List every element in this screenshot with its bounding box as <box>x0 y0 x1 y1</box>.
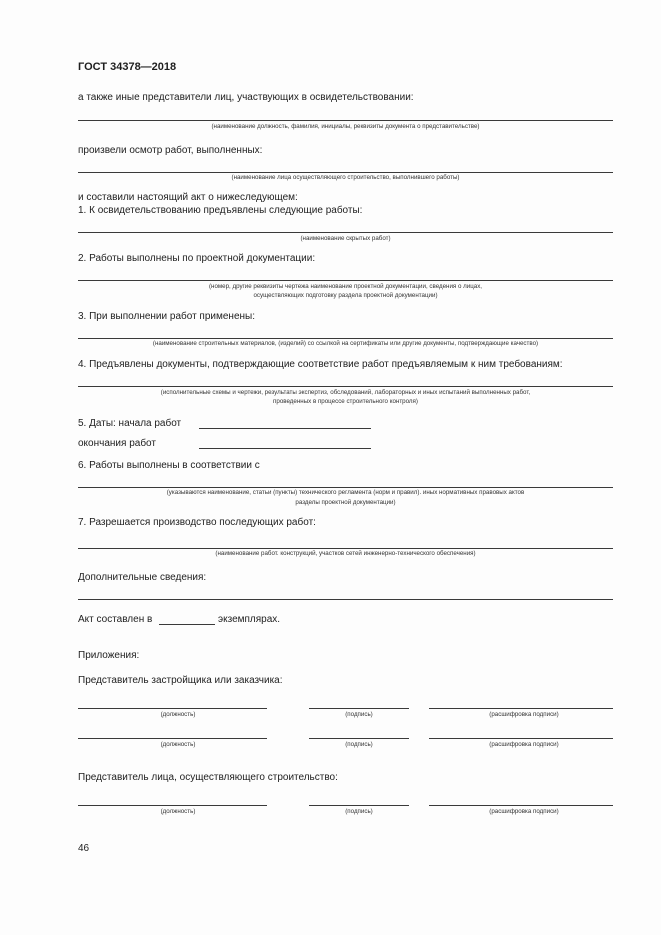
other-reps-caption: (наименование должность, фамилия, инициалы, реквизиты документа о представительстве) <box>211 123 480 130</box>
item2-line[interactable] <box>78 280 613 281</box>
item3-line[interactable] <box>78 338 613 339</box>
inspection-caption: (наименование лица осуществляющего строительство, выполнившего работы) <box>231 174 460 181</box>
item6-line[interactable] <box>78 487 613 488</box>
builder-decoding-line[interactable] <box>429 805 613 806</box>
item2-label: 2. Работы выполнены по проектной документации: <box>78 253 316 264</box>
page-number: 46 <box>78 843 90 854</box>
item3-label: 3. При выполнении работ применены: <box>78 311 256 322</box>
customer-signature-line-2[interactable] <box>309 738 409 739</box>
inspection-label: произвели осмотр работ, выполненных: <box>78 145 263 156</box>
item7-label: 7. Разрешается производство последующих работ: <box>78 517 316 528</box>
end-date-line[interactable] <box>199 448 371 449</box>
position-caption: (должность) <box>160 711 196 718</box>
customer-position-line-1[interactable] <box>78 708 267 709</box>
doc-code: ГОСТ 34378—2018 <box>78 61 177 73</box>
item1-caption: (наименование скрытых работ) <box>300 235 391 242</box>
signature-caption: (подпись) <box>345 741 373 748</box>
item4-label: 4. Предъявлены документы, подтверждающие соответствие работ предъявляемым к ним требованиям: <box>78 359 563 370</box>
item1-label: 1. К освидетельствованию предъявлены следующие работы: <box>78 205 363 216</box>
item4-line[interactable] <box>78 386 613 387</box>
item1-line[interactable] <box>78 232 613 233</box>
customer-decoding-line-1[interactable] <box>429 708 613 709</box>
other-reps-line[interactable] <box>78 120 613 121</box>
item7-line[interactable] <box>78 548 613 549</box>
item4-caption-2: проведенных в процессе строительного контроля) <box>273 398 418 405</box>
start-date-line[interactable] <box>199 428 371 429</box>
copies-prefix: Акт составлен в <box>78 614 153 625</box>
item6-caption-2: разделы проектной документации) <box>295 499 396 506</box>
other-reps-label: а также иные представители лиц, участвующих в освидетельствовании: <box>78 92 414 103</box>
customer-position-line-2[interactable] <box>78 738 267 739</box>
copies-count-line[interactable] <box>159 624 215 625</box>
item2-caption-2: осуществляющих подготовку раздела проектной документации) <box>253 292 438 299</box>
item5-start-label: 5. Даты: начала работ <box>78 418 182 429</box>
attachments-label: Приложения: <box>78 650 140 661</box>
item3-caption: (наименование строительных материалов, (изделий) со ссылкой на сертификаты или другие документы, подтверждающие качество) <box>152 340 539 347</box>
builder-signature-line[interactable] <box>309 805 409 806</box>
item6-caption-1: (указываются наименование, статьи (пункты) технического регламента (норм и правил). иных нормативных правовых актов <box>166 489 525 496</box>
item7-caption: (наименование работ. конструкций, участков сетей инженерно-технического обеспечения) <box>215 550 476 557</box>
customer-decoding-line-2[interactable] <box>429 738 613 739</box>
decoding-caption: (расшифровка подписи) <box>489 741 559 748</box>
item2-caption-1: (номер, другие реквизиты чертежа наименование проектной документации, сведения о лицах, <box>208 283 483 290</box>
item6-label: 6. Работы выполнены в соответствии с <box>78 460 260 471</box>
position-caption: (должность) <box>160 808 196 815</box>
compiled-label: и составили настоящий акт о нижеследующем: <box>78 192 298 203</box>
builder-rep-label: Представитель лица, осуществляющего строительство: <box>78 772 338 783</box>
signature-caption: (подпись) <box>345 808 373 815</box>
decoding-caption: (расшифровка подписи) <box>489 808 559 815</box>
customer-signature-line-1[interactable] <box>309 708 409 709</box>
additional-label: Дополнительные сведения: <box>78 572 207 583</box>
item4-caption-1: (исполнительные схемы и чертежи, результаты экспертиз, обследований, лабораторных и иных испытаний выполненных работ, <box>160 389 531 396</box>
inspection-line[interactable] <box>78 172 613 173</box>
builder-position-line[interactable] <box>78 805 267 806</box>
additional-line[interactable] <box>78 599 613 600</box>
signature-caption: (подпись) <box>345 711 373 718</box>
decoding-caption: (расшифровка подписи) <box>489 711 559 718</box>
item5-end-label: окончания работ <box>78 438 156 449</box>
position-caption: (должность) <box>160 741 196 748</box>
copies-suffix: экземплярах. <box>218 614 281 625</box>
customer-rep-label: Представитель застройщика или заказчика: <box>78 675 283 686</box>
